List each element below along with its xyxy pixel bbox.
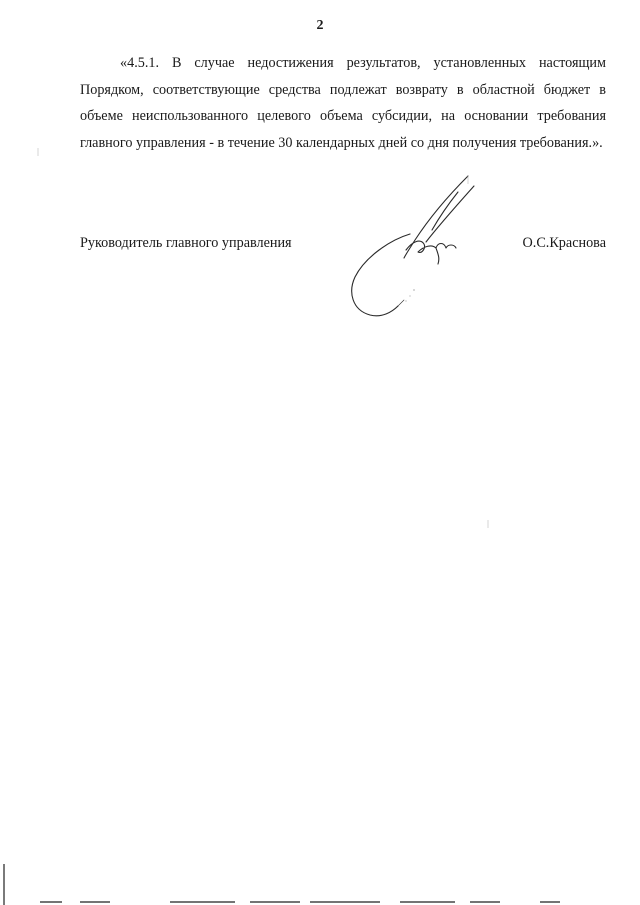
handwritten-signature bbox=[340, 172, 490, 327]
page-number: 2 bbox=[316, 18, 324, 33]
signer-title: Руководитель главного управления bbox=[80, 235, 292, 251]
body-paragraph: «4.5.1. В случае недостижения результатов, установленных настоящим Порядком, соответствующие средства подлежат возврату в областной бюджет в объеме неиспользованного целевого объема субсидии, на основании требования главного управления - в течение 30 календарных дней со дня получения требования.». bbox=[80, 55, 606, 151]
signer-name: О.С.Краснова bbox=[522, 235, 606, 251]
